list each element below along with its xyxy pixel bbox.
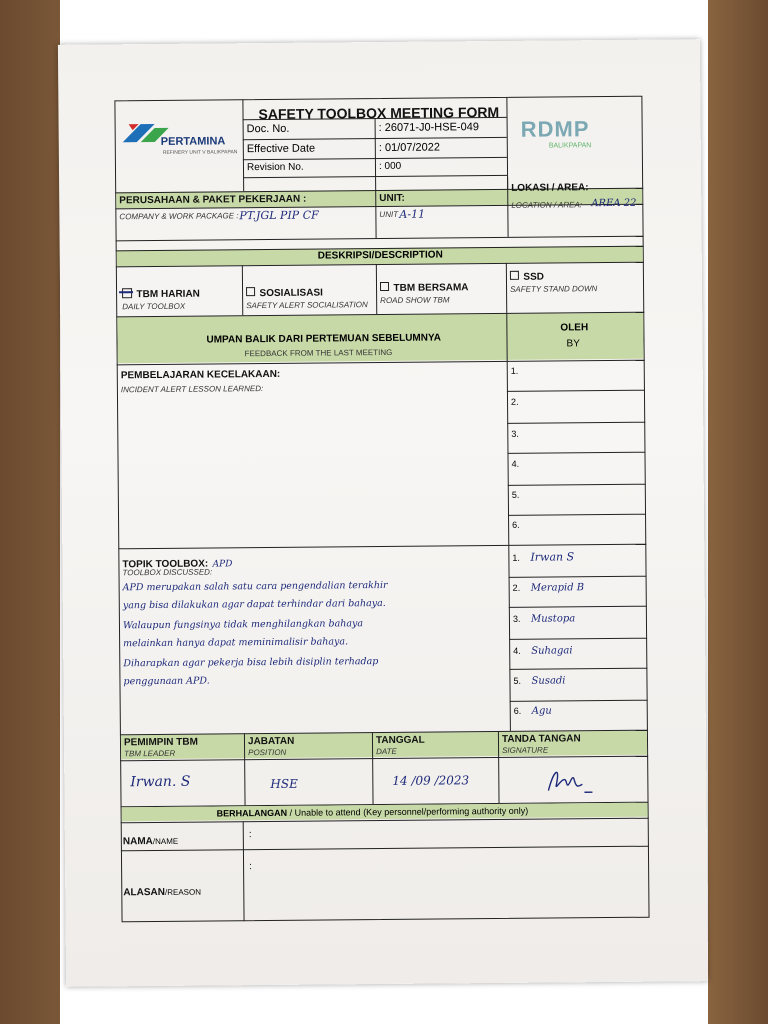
incident-number: 5. [511,489,520,500]
option-tbm-bersama-sub: ROAD SHOW TBM [380,295,450,306]
checkbox-checked-icon[interactable] [122,288,132,298]
attendee-name: Irwan S [530,550,575,564]
option-sosialisasi-label: SOSIALISASI [259,287,323,300]
signature-sub: SIGNATURE [502,745,549,755]
position-value: HSE [270,776,298,791]
incident-number: 4. [511,458,520,469]
checkbox-icon[interactable] [246,287,255,296]
revision-value: : 000 [378,160,402,173]
topic-line: Walaupun fungsinya tidak menghilangkan bahaya [122,618,364,632]
attendee-row [513,613,575,625]
description-label: DESKRIPSI/DESCRIPTION [317,249,443,262]
position-label: JABATAN [247,735,295,748]
checkbox-icon[interactable] [380,282,389,291]
company-sub: COMPANY & WORK PACKAGE : [119,211,239,222]
signature-label: TANDA TANGAN [501,733,581,745]
attendee-name: Agu [531,705,552,717]
company-value: PT.JGL PIP CF [239,208,319,223]
attendee-row [513,645,572,657]
topic-label: TOPIK TOOLBOX: [122,558,209,571]
incident-number: 2. [510,396,519,407]
location-label: LOKASI / AREA: [511,182,589,194]
attendee-name: Suhagai [531,645,573,657]
by-label: OLEH [560,322,589,334]
location-sub: LOCATION / AREA: [511,200,583,210]
date-value: 14 /09 /2023 [392,773,470,788]
attendee-name: Merapid B [530,582,585,594]
absence-label-bold: BERHALANGAN [216,807,288,819]
attendee-name: Mustopa [530,613,576,625]
company-label: PERUSAHAAN & PAKET PEKERJAAN : [119,193,307,207]
form-paper [58,39,708,987]
topic-line: APD merupakan salah satu cara pengendalian terakhir [122,579,388,594]
attendee-number: 1. [512,552,520,563]
company-logo-text: PERTAMINA [160,135,226,148]
attendee-number: 6. [513,705,522,716]
effective-date-label: Effective Date [246,142,316,156]
name-label: NAMA [122,836,153,848]
option-tbm-bersama[interactable] [380,277,469,305]
attendee-number: 5. [513,675,522,686]
rdmp-logo: RDMP [520,116,590,142]
name-row-label [123,831,178,849]
revision-label: Revision No. [246,161,304,174]
attendee-row [513,582,585,594]
incident-number: 6. [512,519,520,530]
topic-line: penggunaan APD. [123,675,210,688]
doc-no-label: Doc. No. [246,122,290,136]
unit-label: UNIT: [379,192,405,205]
doc-no-value: : 26071-J0-HSE-049 [378,121,479,135]
attendee-row [514,706,552,717]
option-tbm-harian-sub: DAILY TOOLBOX [122,301,186,312]
option-sosialisasi[interactable] [246,282,368,310]
reason-sub: /REASON [164,887,202,897]
date-label: TANGGAL [375,734,425,747]
form-title: SAFETY TOOLBOX MEETING FORM [258,103,500,123]
leader-label: PEMIMPIN TBM [123,736,198,749]
leader-sub: TBM LEADER [124,748,176,759]
attendee-name: Susadi [531,675,566,687]
leader-value: Irwan. S [130,773,191,791]
reason-value[interactable]: : [249,861,252,873]
feedback-label: UMPAN BALIK DARI PERTEMUAN SEBELUMNYA [206,332,441,346]
incident-number: 3. [511,428,519,439]
company-logo-sub: REFINERY UNIT V BALIKPAPAN [162,149,238,156]
option-tbm-harian-label: TBM HARIAN [136,288,200,301]
name-value[interactable]: : [248,829,252,841]
incident-label: PEMBELAJARAN KECELAKAAN: [120,368,281,382]
name-sub: /NAME [152,836,179,847]
topic-line: yang bisa dilakukan agar dapat terhindar dari bahaya. [122,597,386,612]
topic-line: melainkan hanya dapat meminimalisir bahaya. [123,636,349,650]
option-tbm-harian[interactable] [122,284,200,312]
attendee-number: 2. [512,582,521,593]
option-ssd[interactable] [510,266,597,294]
option-sosialisasi-sub: SAFETY ALERT SOCIALISATION [246,300,368,311]
effective-date-value: : 01/07/2022 [378,141,441,155]
unit-value: A-11 [399,207,426,221]
position-sub: POSITION [248,747,287,758]
feedback-sub: FEEDBACK FROM THE LAST MEETING [244,347,393,359]
topic-value: APD [212,559,233,570]
option-ssd-sub: SAFETY STAND DOWN [510,284,598,294]
absence-label-rest: / Unable to attend (Key personnel/performing authority only) [287,805,529,818]
location-value: AREA 22 [591,197,637,210]
topic-sub: TOOLBOX DISCUSSED: [122,567,213,578]
checkbox-icon[interactable] [510,271,519,280]
attendee-number: 4. [513,645,521,656]
topic-line: Diharapkan agar pekerja bisa lebih disiplin terhadap [123,656,379,670]
incident-sub: INCIDENT ALERT LESSON LEARNED: [120,384,264,395]
unit-sub: UNIT [379,209,399,220]
option-tbm-bersama-label: TBM BERSAMA [393,282,469,294]
signature-image [540,762,600,804]
attendee-row [512,550,574,564]
attendee-row [513,675,565,686]
by-sub: BY [566,338,580,350]
option-ssd-label: SSD [523,271,545,283]
reason-label: ALASAN [123,886,166,899]
attendee-number: 3. [512,613,521,624]
incident-number: 1. [510,365,519,376]
reason-row-label [123,882,201,901]
date-sub: DATE [376,746,397,757]
rdmp-logo-sub: BALIKPAPAN [548,142,592,150]
